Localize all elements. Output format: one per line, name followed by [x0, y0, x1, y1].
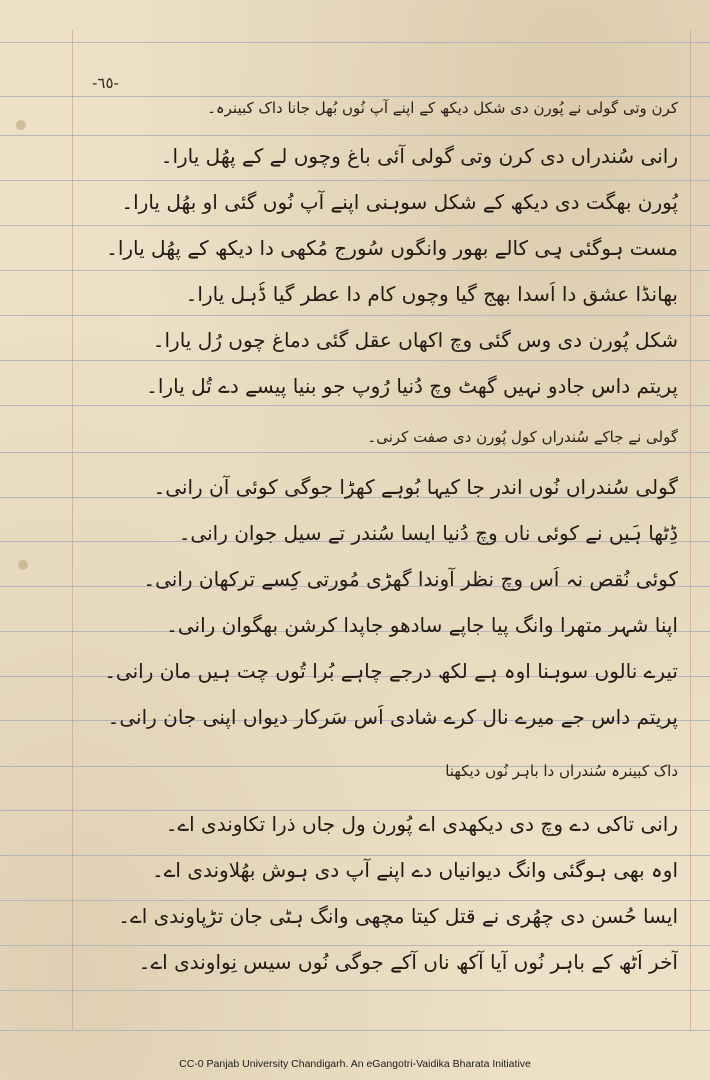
- ruled-line: [0, 360, 710, 361]
- ruled-line: [0, 135, 710, 136]
- paper-stain: [18, 560, 28, 570]
- verse-line: اپنا شہر متھرا وانگ پیا جاپے سادھو جاپدا کرشن بھگوان رانی۔: [166, 613, 678, 637]
- section-heading: کرن وتی گولی نے پُورن دی شکل دیکھ کے اپنے آپ نُوں بُھل جانا داک کبینرہ۔: [207, 99, 678, 117]
- section-heading: داک کبینرہ سُندراں دا باہر نُوں دیکھنا: [445, 762, 678, 780]
- verse-line: اوہ بھی ہوگئی وانگ دیوانیاں دے اپنے آپ دی ہوش بھُلاوندی اے۔: [151, 858, 678, 882]
- verse-line: پریتم داس جادو نہیں گھٹ وِچ دُنیا رُوپ جو بنیا پیسے دے تُل یارا۔: [146, 374, 678, 398]
- ruled-line: [0, 855, 710, 856]
- ruled-line: [0, 810, 710, 811]
- section-heading: گولی نے جاکے سُندراں کول پُورن دی صفت کرنی۔: [367, 428, 678, 446]
- ruled-line: [0, 405, 710, 406]
- ruled-line: [0, 42, 710, 43]
- ruled-line: [0, 96, 710, 97]
- verse-line: کوئی نُقص نہ اُس وِچ نظر آوندا گھڑی مُورتی کِسے ترکھان رانی۔: [143, 567, 678, 591]
- verse-line: شکل پُورن دی وس گئی وِچ اکھاں عقل گئی دماغ چوں رُل یارا۔: [152, 328, 678, 352]
- verse-line: رانی سُندراں دی کرن وتی گولی آئی باغ وِچوں لے کے پھُل یارا۔: [160, 144, 678, 168]
- verse-line: پُورن بھگت دی دیکھ کے شکل سوہنی اپنے آپ نُوں گئی او بھُل یارا۔: [121, 190, 678, 214]
- verse-line: ایسا حُسن دی چھُری نے قتل کیتا مچھی وانگ ہٹی جان تڑپاوندی اے۔: [118, 904, 678, 928]
- ruled-line: [0, 945, 710, 946]
- ruled-line: [0, 900, 710, 901]
- ruled-line: [0, 315, 710, 316]
- ruled-line: [0, 270, 710, 271]
- ruled-line: [0, 180, 710, 181]
- paper-stain: [16, 120, 26, 130]
- verse-line: پریتم داس جے میرے نال کرے شادی اُس سَرکار دیواں اپنی جان رانی۔: [107, 705, 678, 729]
- ruled-line: [0, 225, 710, 226]
- verse-line: گولی سُندراں نُوں اندر جا کیہا بُوہے کھڑا جوگی کوئی آن رانی۔: [153, 475, 678, 499]
- ruled-line: [0, 1030, 710, 1031]
- verse-line: بھانڈا عشق دا اُسدا بھج گیا وِچوں کام دا عطر گیا ڈُہل یارا۔: [185, 282, 678, 306]
- verse-line: مست ہوگئی ہِی کالے بھور وانگوں سُورج مُکھی دا دیکھ کے پھُل یارا۔: [106, 236, 678, 260]
- verse-line: تیرے نالوں سوہنا اوہ ہے لکھ درجے چاہے بُرا تُوں چِت ہیں مان رانی۔: [104, 659, 678, 683]
- verse-line: آخر اُٹھ کے باہر نُوں آیا آکھ ناں آکے جوگی نُوں سیس نِواوندی اے۔: [138, 950, 678, 974]
- page-number: -٦٥-: [92, 74, 119, 92]
- ruled-line: [0, 452, 710, 453]
- verse-line: ڈِٹھا ہَیں نے کوئی ناں وِچ دُنیا ایسا سُندر تے سیل جوان رانی۔: [178, 521, 678, 545]
- footer-credit: CC-0 Panjab University Chandigarh. An eGangotri-Vaidika Bharata Initiative: [179, 1058, 531, 1070]
- verse-line: رانی تاکی دے وِچ دی دیکھدی اے پُورن ول جاں ذرا تکاوندی اے۔: [165, 812, 678, 836]
- ruled-line: [0, 990, 710, 991]
